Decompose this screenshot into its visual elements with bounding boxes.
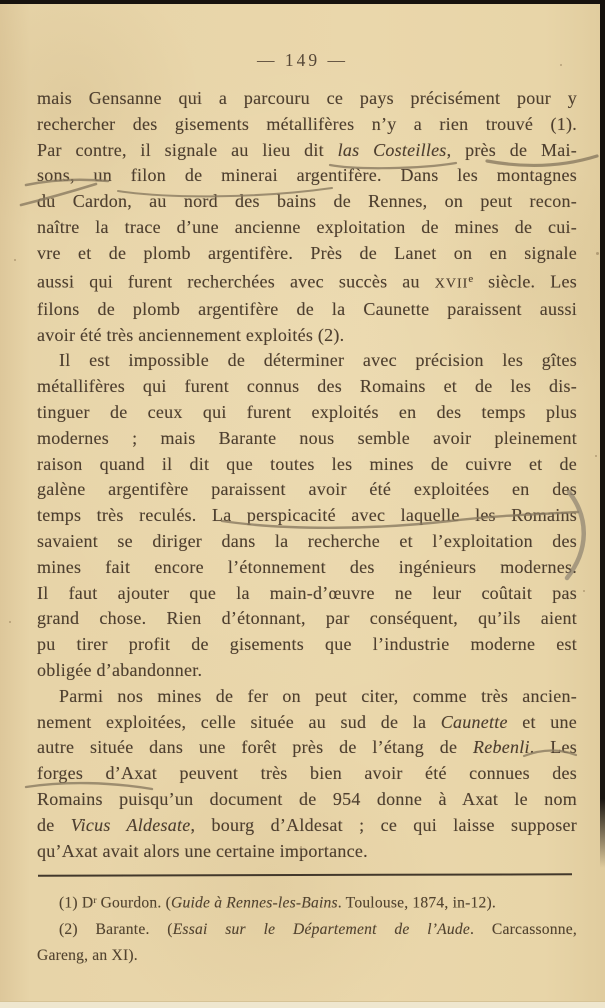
text-run: raison quand il dit que toutes les mines de cuivre et de: [37, 453, 577, 474]
text-run: Romains puisqu’un document de 954 donne à Axat le nom: [37, 788, 577, 809]
text-line: [37, 555, 577, 581]
text-line: [37, 710, 577, 736]
text-run: aussi qui furent recherchées avec succès au: [37, 270, 435, 291]
text-run: du Cardon, au nord des bains de Rennes, on peut recon-: [37, 191, 577, 212]
text-line: [37, 839, 577, 865]
scan-edge-right: [600, 0, 605, 868]
text-run: de: [37, 814, 71, 835]
text-run: temps très reculés. La perspicacité avec laquelle les Romains: [37, 505, 577, 526]
text-run: qu’Axat avait alors une certaine importance.: [37, 840, 368, 861]
text-run: pu tirer profit de gisements que l’industrie moderne est: [37, 634, 577, 655]
text-line: [37, 917, 577, 943]
text-line: [37, 215, 577, 241]
text-run: forges d’Axat peuvent très bien avoir été connues des: [37, 763, 577, 784]
footnotes: [37, 888, 577, 969]
text-run: grand chose. Rien d’étonnant, par conséquent, qu’ils aient: [37, 608, 577, 629]
text-run: e: [468, 272, 474, 285]
text-run: métallifères qui furent connus des Romains et de les dis-: [37, 376, 577, 397]
text-run: (2) Barante. (: [59, 920, 173, 938]
text-run: savaient se diriger dans la recherche et l’exploitation des: [37, 530, 577, 551]
paragraph: [37, 348, 577, 683]
text-line: [37, 348, 577, 374]
text-run: . Les: [529, 737, 577, 758]
text-line: [37, 374, 577, 400]
text-line: [37, 813, 577, 839]
text-line: [37, 426, 577, 452]
paragraph: [37, 684, 577, 865]
text-run: Caunette: [440, 711, 508, 732]
text-run: Gareng, an XI).: [37, 946, 138, 964]
text-line: [37, 888, 577, 917]
text-run: Par contre, il signale au lieu dit: [37, 139, 338, 160]
text-run: , près de Mai-: [446, 139, 577, 160]
text-line: [37, 581, 577, 607]
text-run: modernes ; mais Barante nous semble avoir pleinement: [37, 427, 577, 448]
text-run: Il faut ajouter que la main-d’œuvre ne leur coûtait pas: [37, 582, 577, 603]
text-line: [37, 297, 577, 323]
text-line: [37, 267, 577, 297]
text-line: [37, 787, 577, 813]
text-line: [37, 943, 577, 969]
text-run: sons, un filon de minerai argentifère. Dans les montagnes: [37, 165, 577, 186]
text-run: Guide à Rennes-les-Bains: [171, 894, 338, 912]
text-line: [37, 477, 577, 503]
text-run: las Costeilles: [337, 139, 447, 160]
page-number: — 149 —: [257, 50, 348, 70]
text-line: [37, 606, 577, 632]
text-line: [37, 112, 577, 138]
text-line: [37, 735, 577, 761]
text-run: XVII: [434, 274, 469, 291]
text-line: [37, 400, 577, 426]
text-line: [37, 86, 577, 112]
text-line: [37, 163, 577, 189]
text-run: et une: [507, 711, 578, 732]
text-run: Parmi nos mines de fer on peut citer, comme très ancien-: [59, 685, 577, 706]
text-run: Rebenli: [473, 737, 530, 758]
text-line: [37, 189, 577, 215]
text-run: autre située dans une forêt près de l’étang de: [37, 737, 474, 758]
text-run: Essai sur le Département de l’Aude: [172, 920, 471, 938]
scan-edge-bottom: [0, 1001, 605, 1008]
paragraph: [37, 86, 577, 348]
text-run: tinguer de ceux qui furent exploités en des temps plus: [37, 401, 577, 422]
text-run: Gourdon. (: [96, 894, 171, 912]
footnote: [37, 888, 577, 917]
text-run: r: [93, 896, 97, 906]
text-run: Il est impossible de déterminer avec précision les gîtes: [59, 350, 577, 371]
text-line: [37, 323, 577, 349]
text-line: [37, 529, 577, 555]
footnote: [37, 917, 577, 969]
text-run: nement exploitées, celle située au sud de la: [37, 711, 441, 732]
text-run: . Carcassonne,: [470, 920, 578, 938]
text-line: [37, 241, 577, 267]
text-run: obligée d’abandonner.: [37, 659, 203, 680]
text-line: [37, 761, 577, 787]
text-run: mines fait encore l’étonnement des ingénieurs modernes.: [37, 556, 577, 577]
text-run: Vicus Aldesate: [70, 814, 191, 835]
text-run: . Toulouse, 1874, in-12).: [337, 894, 497, 912]
text-run: avoir été très anciennement exploités (2).: [37, 324, 345, 345]
text-run: filons de plomb argentifère de la Caunette paraissent aussi: [37, 298, 577, 319]
text-run: (1) D: [59, 894, 94, 912]
text-run: rechercher des gisements métallifères n’y a rien trouvé (1).: [37, 113, 577, 134]
text-run: vre et de plomb argentifère. Près de Lanet on en signale: [37, 242, 577, 263]
page-body: [37, 86, 577, 864]
text-line: [37, 632, 577, 658]
text-line: [37, 138, 577, 164]
text-run: mais Gensanne qui a parcouru ce pays précisément pour y: [37, 88, 577, 108]
footnote-rule: [38, 873, 572, 876]
text-run: galène argentifère paraissent avoir été exploitées en des: [37, 479, 577, 500]
text-line: [37, 658, 577, 684]
scan-edge-top: [0, 0, 605, 4]
text-line: [37, 452, 577, 478]
text-run: siècle. Les: [473, 270, 577, 291]
text-line: [37, 503, 577, 529]
text-line: [37, 684, 577, 710]
text-run: naître la trace d’une ancienne exploitation de mines de cui-: [37, 216, 577, 237]
text-run: , bourg d’Aldesat ; ce qui laisse supposer: [190, 814, 577, 835]
